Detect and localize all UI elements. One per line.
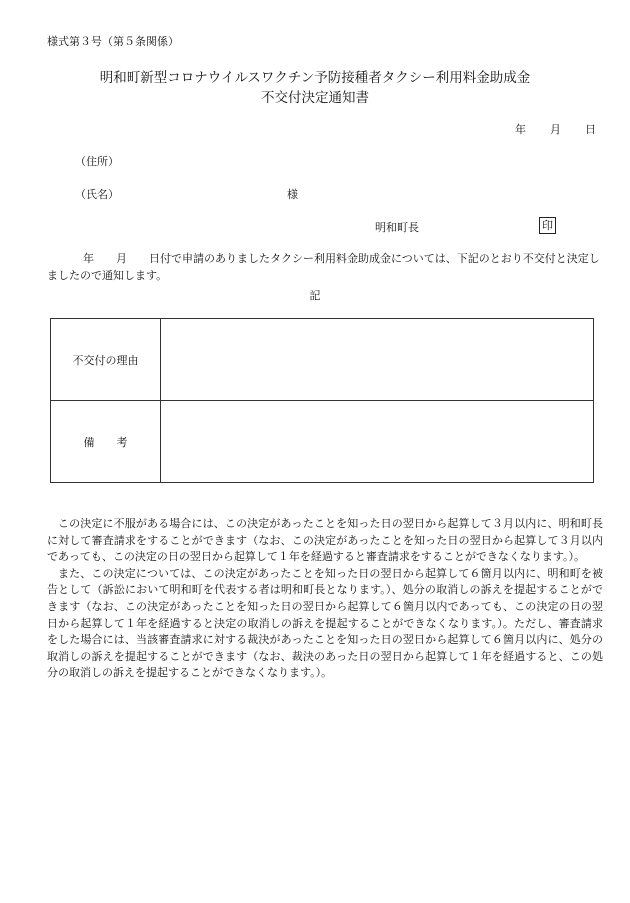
recipient-honorific: 様 [287, 188, 298, 201]
table-row [51, 401, 594, 483]
appeal-notice-paragraph-1: この決定に不服がある場合には、この決定があったことを知った日の翌日から起算して３月以内に、明和町長に対して審査請求をすることができます（なお、この決定があったことを知った日の翌日から起算して３月以内であっても、この決定の日の翌日から起算して１年を経過すると審査請求をすることができなくなります。）。 [47, 517, 603, 564]
intro-paragraph [47, 250, 603, 284]
document-title: 明和町新型コロナウイルスワクチン予防接種者タクシー利用料金助成金 [99, 70, 531, 86]
date-day-label: 日 [585, 123, 596, 136]
appeal-notice-paragraph-2: また、この決定については、この決定があったことを知った日の翌日から起算して６箇月以内に、明和町を被告として（訴訟において明和町を代表する者は明和町長となります。）、処分の取消しの訴えを提起することができます（なお、この決定があったことを知った日の翌日から起算して６箇月以内であっても、この決定の日の翌日から起算して１年を経過すると決定の取消しの訴えを提起することができなくなります。）。ただし、審査請求をした場合には、当該審査請求に対する裁決があったことを知った日の翌日から起算して６箇月以内に、処分の取消しの訴えを提起することができます（なお、裁決のあった日の翌日から起算して１年を経過すると、この処分の取消しの訴えを提起することができなくなります。）。 [47, 566, 603, 680]
recipient-address-label: （住所） [75, 155, 119, 168]
seal-box: 印 [539, 217, 556, 234]
intro-body: 日付で申請のありましたタクシー利用料金助成金については、下記のとおり不交付と決定しましたので通知します。 [47, 252, 600, 282]
date-month-label: 月 [550, 123, 561, 136]
reason-value-cell [161, 319, 594, 401]
remarks-label-cell: 備 考 [51, 401, 161, 483]
issuer-title: 明和町長 [375, 221, 419, 234]
ki-heading: 記 [309, 289, 321, 302]
issue-date [515, 121, 596, 137]
form-number: 様式第３号（第５条関係） [47, 35, 179, 48]
intro-month-label: 月 [116, 252, 127, 265]
table-row [51, 319, 594, 401]
intro-year-label: 年 [83, 252, 94, 265]
appeal-notice [47, 516, 603, 682]
document-subtitle: 不交付決定通知書 [261, 90, 369, 106]
remarks-value-cell [161, 401, 594, 483]
recipient-name-label: （氏名） [75, 188, 119, 201]
date-year-label: 年 [515, 123, 526, 136]
detail-table [50, 318, 594, 483]
reason-label-cell: 不交付の理由 [51, 319, 161, 401]
